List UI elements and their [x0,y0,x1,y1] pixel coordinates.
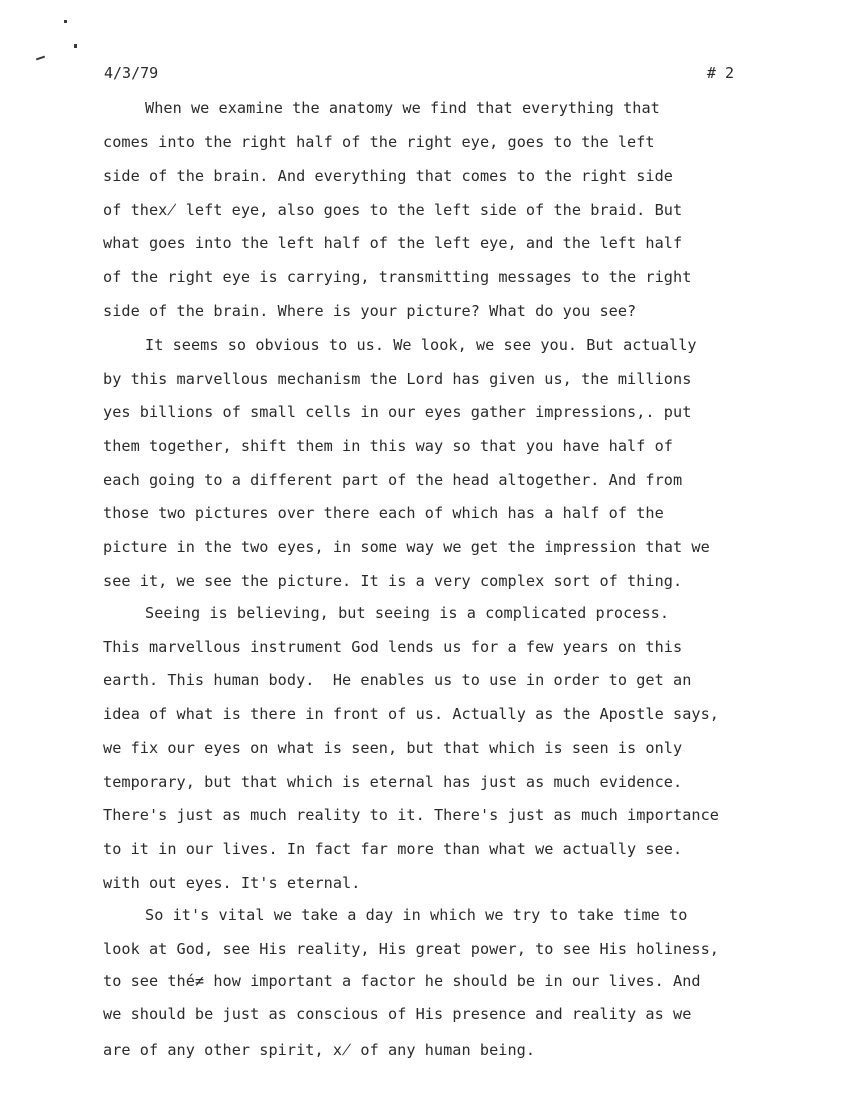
margin-mark-1 [64,20,67,23]
text-line: what goes into the left half of the left eye, and the left half [103,234,683,252]
text-line: of the right eye is carrying, transmitting messages to the right [103,268,692,286]
margin-mark-3 [36,56,45,61]
text-line: When we examine the anatomy we find that everything that [145,99,660,117]
text-line: to it in our lives. In fact far more than what we actually see. [103,840,683,858]
text-line: Seeing is believing, but seeing is a complicated process. [145,604,670,622]
text-line: look at God, see His reality, His great power, to see His holiness, [103,940,719,958]
text-line: side of the brain. And everything that comes to the right side [103,167,674,185]
text-line: by this marvellous mechanism the Lord has given us, the millions [103,370,692,388]
text-line: There's just as much reality to it. There's just as much importance [103,806,719,824]
margin-mark-2 [74,44,77,48]
text-line: yes billions of small cells in our eyes gather impressions,. put [103,403,692,421]
text-line: earth. This human body. He enables us to use in order to get an [103,671,692,689]
text-line: It seems so obvious to us. We look, we see you. But actually [145,336,697,354]
page-header [104,64,734,86]
text-line: we should be just as conscious of His presence and reality as we [103,1005,692,1023]
page-number: # 2 [706,64,734,82]
text-line: picture in the two eyes, in some way we get the impression that we [103,538,710,556]
text-line: see it, we see the picture. It is a very complex sort of thing. [103,572,683,590]
text-line: of thex̸ left eye, also goes to the left side of the braid. But [103,201,683,219]
text-line: them together, shift them in this way so that you have half of [103,437,674,455]
text-line: This marvellous instrument God lends us for a few years on this [103,638,683,656]
text-line: those two pictures over there each of which has a half of the [103,504,664,522]
text-line: temporary, but that which is eternal has just as much evidence. [103,773,683,791]
text-line: are of any other spirit, x̸ of any human being. [103,1041,536,1059]
text-line: to see thé≠ how important a factor he should be in our lives. And [103,972,701,990]
text-line: each going to a different part of the head altogether. And from [103,471,683,489]
text-line: side of the brain. Where is your picture? What do you see? [103,302,637,320]
page-date: 4/3/79 [104,64,159,82]
text-line: with out eyes. It's eternal. [103,874,361,892]
text-line: comes into the right half of the right eye, goes to the left [103,133,655,151]
text-line: idea of what is there in front of us. Actually as the Apostle says, [103,705,719,723]
text-line: So it's vital we take a day in which we try to take time to [145,906,688,924]
text-line: we fix our eyes on what is seen, but that which is seen is only [103,739,683,757]
